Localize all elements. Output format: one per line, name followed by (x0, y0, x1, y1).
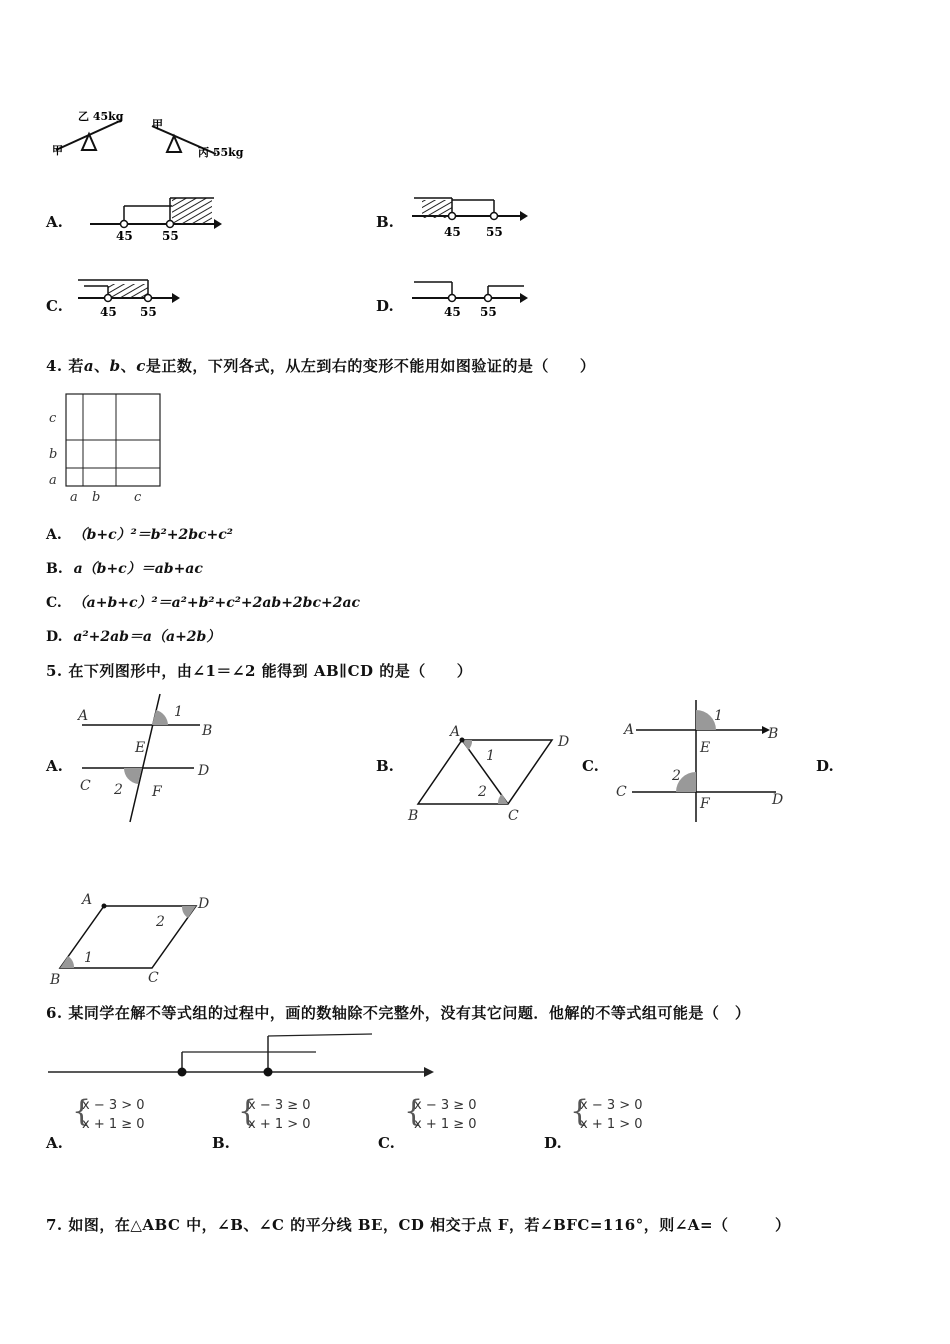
q4-text-post: 是正数，下列各式，从左到右的变形不能用如图验证的是（ ） (145, 357, 596, 375)
q5c-label-E: E (700, 740, 711, 756)
q3-option-b-letter[interactable]: B. (376, 213, 394, 231)
q5a-label-E: E (135, 740, 146, 756)
q7-question: 7. 如图，在△ABC 中，∠B、∠C 的平分线 BE，CD 相交于点 F，若∠BFC=116°，则∠A=（ ） (46, 1216, 791, 1234)
q4-var-a: a (83, 357, 95, 375)
seesaw-right-top: 甲 (152, 118, 163, 131)
q5a-label-D: D (198, 763, 210, 779)
q4-label-a-left: a (49, 473, 57, 488)
q3-b-tick-55: 55 (486, 225, 503, 239)
q5d-label-2: 2 (156, 914, 165, 930)
q4-sep1: 、 (94, 357, 110, 375)
q5b-label-A: A (450, 724, 461, 740)
q6-c-line1: x − 3 ≥ 0 (414, 1098, 477, 1113)
q5-question: 5. 在下列图形中，由∠1＝∠2 能得到 AB∥CD 的是（ ） (46, 662, 473, 680)
q6-option-c-letter[interactable]: C. (378, 1134, 395, 1152)
q6-b-line1: x − 3 ≥ 0 (248, 1098, 311, 1113)
q4-question (46, 355, 595, 376)
q4-grid-figure (46, 390, 166, 506)
q6-d-line2: x + 1 > 0 (580, 1117, 643, 1132)
q4-option-a-letter: A. (46, 527, 62, 543)
q6-option-b-letter[interactable]: B. (212, 1134, 230, 1152)
q4-number: 4. (46, 357, 63, 375)
q6-option-d-system (570, 1094, 670, 1134)
brace-icon: { (404, 1094, 424, 1129)
q3-option-d-letter[interactable]: D. (376, 297, 394, 315)
q5a-label-B: B (202, 723, 213, 739)
q6-option-d-letter[interactable]: D. (544, 1134, 562, 1152)
q6-c-line2: x + 1 ≥ 0 (414, 1117, 477, 1132)
q6-a-line1: x − 3 > 0 (82, 1098, 145, 1113)
q3-d-tick-45: 45 (444, 305, 461, 319)
brace-icon: { (570, 1094, 590, 1129)
q5-option-a-letter[interactable]: A. (46, 757, 63, 775)
q5b-label-1: 1 (486, 748, 495, 764)
q6-question: 6. 某同学在解不等式组的过程中，画的数轴除不完整外，没有其它问题．他解的不等式组可能是（ ） (46, 1004, 751, 1022)
q4-option-b-letter: B. (46, 561, 63, 577)
q6-option-c-system (404, 1094, 504, 1134)
q4-option-a-text: （b+c）²＝b²+2bc+c² (72, 527, 233, 543)
q3-option-d-numberline (408, 272, 538, 324)
q4-option-d-letter: D. (46, 629, 63, 645)
brace-icon: { (238, 1094, 258, 1129)
q5-figure-d (46, 888, 226, 988)
seesaw-right-bottom: 丙 55kg (198, 146, 244, 159)
q4-label-b-left: b (49, 447, 58, 462)
q4-label-c-left: c (49, 411, 57, 426)
q6-option-a-letter[interactable]: A. (46, 1134, 63, 1152)
q3-d-tick-55: 55 (480, 305, 497, 319)
q5-option-d-letter[interactable]: D. (816, 757, 834, 775)
q5b-label-2: 2 (478, 784, 487, 800)
q5d-label-C: C (148, 970, 159, 986)
seesaw-figure (48, 104, 258, 164)
q3-a-tick-55: 55 (162, 229, 179, 243)
q4-label-b-bottom: b (92, 490, 101, 505)
q6-option-b-system (238, 1094, 338, 1134)
q3-c-tick-55: 55 (140, 305, 157, 319)
q5c-label-D: D (772, 792, 784, 808)
q4-sep2: 、 (120, 357, 137, 375)
q5b-label-D: D (558, 734, 570, 750)
q4-option-c-text: （a+b+c）²＝a²+b²+c²+2ab+2bc+2ac (72, 595, 361, 611)
q5b-label-B: B (408, 808, 419, 824)
seesaw-left-bottom: 甲 (52, 144, 63, 157)
q5d-label-D: D (198, 896, 210, 912)
q5c-label-F: F (700, 796, 710, 812)
q4-label-a-bottom: a (70, 490, 78, 505)
q3-c-tick-45: 45 (100, 305, 117, 319)
q3-option-c-letter[interactable]: C. (46, 297, 63, 315)
q5-figure-a (72, 690, 222, 825)
q4-option-c[interactable] (46, 592, 360, 612)
q4-option-b-text: a（b+c）＝ab+ac (73, 561, 203, 577)
q3-option-b-numberline (408, 192, 538, 244)
q5a-label-1: 1 (174, 704, 183, 720)
q5c-label-1: 1 (714, 708, 723, 724)
q6-d-line1: x − 3 > 0 (580, 1098, 643, 1113)
q3-option-c-numberline (74, 272, 184, 324)
q4-text-pre: 若 (68, 357, 84, 375)
q5-figure-b (404, 718, 584, 828)
q4-option-c-letter: C. (46, 595, 62, 611)
q5b-label-C: C (508, 808, 519, 824)
q5d-label-B: B (50, 972, 61, 988)
q6-b-line2: x + 1 > 0 (248, 1117, 311, 1132)
q4-option-a[interactable] (46, 524, 233, 544)
q4-option-b[interactable] (46, 558, 203, 578)
q3-option-a-numberline (86, 192, 226, 244)
brace-icon: { (72, 1094, 92, 1129)
q6-option-a-system (72, 1094, 172, 1134)
q5-figure-c (612, 698, 802, 824)
q4-option-d[interactable] (46, 626, 220, 646)
q3-option-a-letter[interactable]: A. (46, 213, 63, 231)
q4-var-b: b (109, 357, 121, 375)
q4-option-d-text: a²+2ab＝a（a+2b） (73, 629, 221, 645)
q5c-label-C: C (616, 784, 627, 800)
q5-option-c-letter[interactable]: C. (582, 757, 599, 775)
q5c-label-A: A (624, 722, 635, 738)
seesaw-left-top: 乙 45kg (78, 110, 124, 123)
q3-b-tick-45: 45 (444, 225, 461, 239)
q5c-label-B: B (768, 726, 779, 742)
q6-a-line2: x + 1 ≥ 0 (82, 1117, 145, 1132)
q5a-label-2: 2 (114, 782, 123, 798)
q4-label-c-bottom: c (134, 490, 142, 505)
q5c-label-2: 2 (672, 768, 681, 784)
q5a-label-F: F (152, 784, 162, 800)
q5-option-b-letter[interactable]: B. (376, 757, 394, 775)
q5d-label-A: A (82, 892, 93, 908)
q3-a-tick-45: 45 (116, 229, 133, 243)
q5a-label-A: A (78, 708, 89, 724)
q5a-label-C: C (80, 778, 91, 794)
q5d-label-1: 1 (84, 950, 93, 966)
q4-var-c: c (136, 357, 146, 375)
q6-numberline (46, 1030, 446, 1086)
